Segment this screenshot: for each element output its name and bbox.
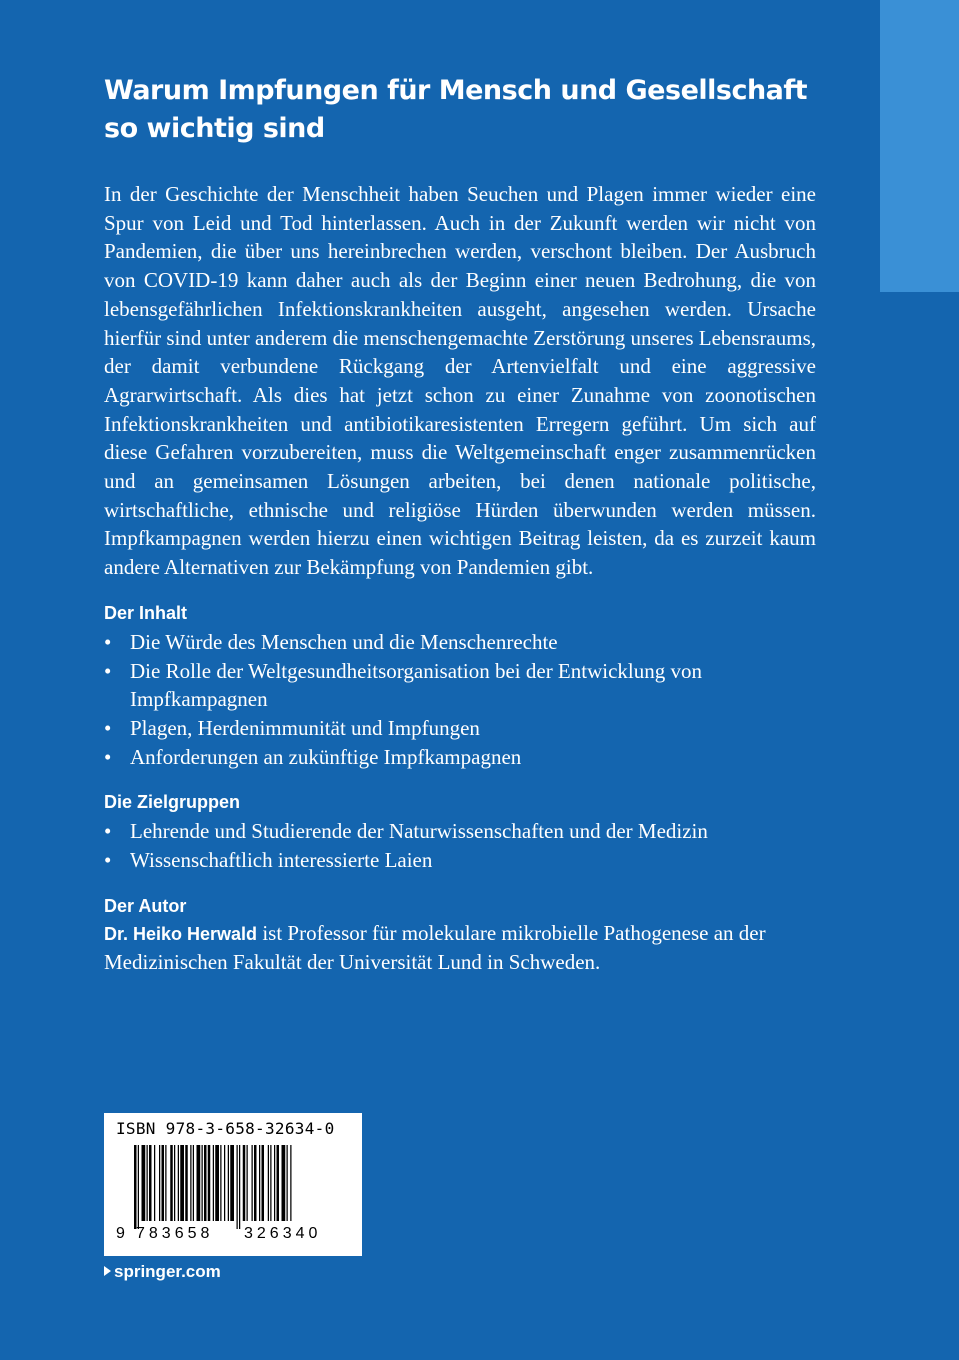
barcode-bar <box>290 1145 291 1221</box>
barcode-bar <box>247 1145 248 1221</box>
autor-paragraph <box>104 919 816 977</box>
inhalt-heading: Der Inhalt <box>104 602 188 623</box>
zielgruppen-heading: Die Zielgruppen <box>104 792 241 813</box>
barcode-bar <box>268 1145 269 1221</box>
barcode-bar <box>228 1145 229 1221</box>
barcode-bar <box>277 1145 280 1221</box>
bullet-icon: • <box>104 715 112 740</box>
barcode-bar <box>270 1145 271 1221</box>
barcode-bar <box>134 1145 137 1229</box>
barcode-bar <box>178 1145 179 1221</box>
barcode-bar <box>159 1145 160 1221</box>
barcode-bar <box>230 1145 234 1221</box>
list-item: • Anforderungen an zukünftige Impfkampagnen <box>104 743 816 772</box>
barcode-bar <box>252 1145 253 1221</box>
barcode-digit-first: 9 <box>116 1225 125 1242</box>
barcode-bar <box>154 1145 155 1221</box>
barcode-bar <box>142 1145 146 1221</box>
isbn-label: ISBN 978-3-658-32634-0 <box>116 1119 335 1138</box>
barcode-bar <box>190 1145 191 1221</box>
barcode-digits-left: 783658 <box>136 1225 214 1242</box>
page-title: Warum Impfungen für Mensch und Gesellschaft so wichtig sind <box>104 75 808 144</box>
barcode-bar <box>149 1145 152 1221</box>
barcode-bar <box>224 1145 225 1221</box>
bullet-icon: • <box>104 819 112 844</box>
barcode-bar <box>162 1145 165 1221</box>
author-bio: ist Professor für molekulare mikrobielle Pathogenese an der Medizinischen Fakultät der Universität Lund in Schweden. <box>104 920 766 975</box>
barcode-bar <box>254 1145 257 1221</box>
barcode-icon <box>104 1145 362 1235</box>
barcode-bar <box>237 1145 238 1229</box>
list-item: • Die Rolle der Weltgesundheitsorganisation bei der Entwicklung von Impfkampagnen <box>104 658 703 712</box>
author-name: Dr. Heiko Herwald <box>104 923 258 944</box>
barcode-bar <box>204 1145 207 1221</box>
bullet-icon: • <box>104 629 112 654</box>
barcode-bar <box>165 1145 166 1221</box>
list-item: • Die Würde des Menschen und die Menschenrechte <box>104 628 816 657</box>
barcode-bar <box>220 1145 221 1221</box>
barcode-bar <box>262 1145 265 1221</box>
list-item: • Plagen, Herdenimmunität und Impfungen <box>104 714 816 743</box>
bullet-icon: • <box>104 658 112 683</box>
barcode-bar <box>243 1145 246 1221</box>
isbn-barcode-box <box>104 1113 362 1256</box>
barcode-bar <box>282 1145 286 1221</box>
accent-strip <box>880 0 959 292</box>
cover-text <box>104 72 816 977</box>
barcode-bar <box>138 1145 139 1229</box>
barcode-bar <box>174 1145 175 1221</box>
barcode-bar <box>197 1145 201 1221</box>
list-item: • Lehrende und Studierende der Naturwissenschaften und der Medizin <box>104 817 816 846</box>
barcode-bar <box>147 1145 148 1221</box>
publisher-link[interactable]: springer.com <box>104 1262 221 1282</box>
barcode-digits-right: 326340 <box>244 1225 322 1242</box>
autor-heading: Der Autor <box>104 895 187 916</box>
intro-paragraph: In der Geschichte der Menschheit haben Seuchen und Plagen immer wieder eine Spur von Leid und Tod hinterlassen. Auch in der Zukunft werden wir nicht von Pandemien, die über uns hereinbrechen werden, verschont bleiben. Der Ausbruch von COVID-19 kann daher auch als der Beginn einer neuen Bedrohung, die von lebensgefährlichen Infektionskrankheiten ausgeht, angesehen werden. Ursache hierfür sind unter anderem die menschengemachte Zerstörung unseres Lebensraums, der damit verbundene Rückgang der Artenvielfalt und eine aggressive Agrarwirtschaft. Als dies hat jetzt schon zu einer Zunahme von zoonotischen Infektionskrankheiten und antibiotikaresistenten Erregern geführt. Um sich auf diese Gefahren vorzubereiten, muss die Weltgemeinschaft enger zusammenrücken und an gemeinsamen Lösungen arbeiten, bei denen nationale politische, wirtschaftliche, ethnische und religiöse Hürden überwunden werden müssen. Impfkampagnen werden hierzu einen wichtigen Beitrag leisten, da es zurzeit kaum andere Alternativen zur Bekämpfung von Pandemien gibt. <box>104 182 816 580</box>
inhalt-list <box>104 628 816 772</box>
barcode-bar <box>215 1145 219 1221</box>
barcode-bar <box>180 1145 184 1221</box>
zielgruppen-list <box>104 817 816 874</box>
barcode-bar <box>202 1145 203 1221</box>
barcode-bar <box>213 1145 214 1221</box>
list-item: • Wissenschaftlich interessierte Laien <box>104 846 816 875</box>
barcode-bar <box>170 1145 173 1221</box>
barcode-bar <box>239 1145 240 1229</box>
barcode-bar <box>274 1145 275 1221</box>
bullet-icon: • <box>104 744 112 769</box>
barcode-bar <box>208 1145 211 1221</box>
barcode-bar <box>185 1145 188 1221</box>
bullet-icon: • <box>104 848 112 873</box>
barcode-bar <box>259 1145 260 1221</box>
barcode-bar <box>287 1145 288 1221</box>
barcode-bar <box>193 1145 194 1221</box>
arrow-right-icon <box>104 1266 111 1276</box>
